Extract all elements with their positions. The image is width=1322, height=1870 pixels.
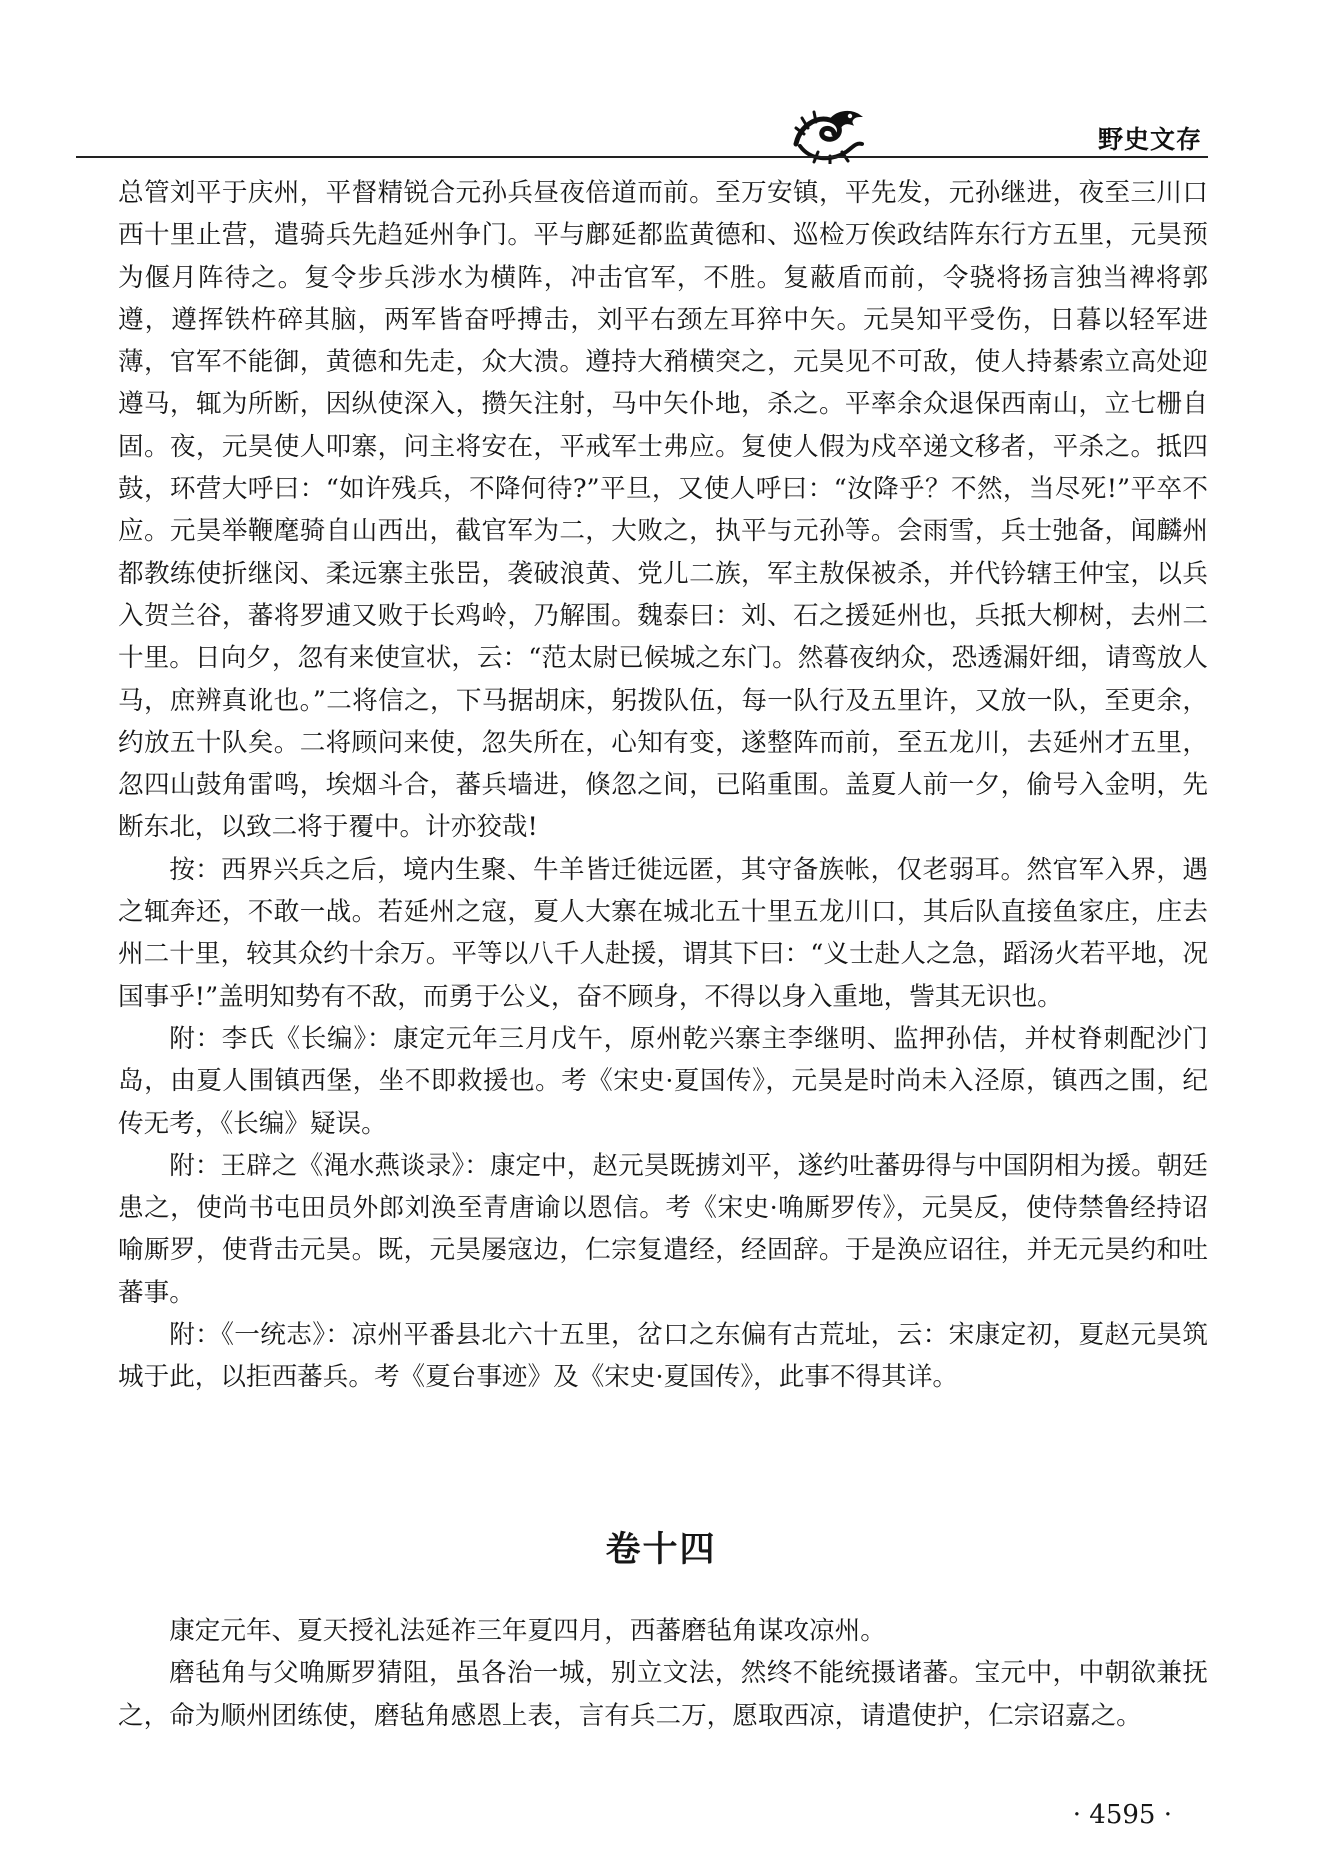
paragraph: 磨毡角与父唃厮罗猜阻，虽各治一城，别立文法，然终不能统摄诸蕃。宝元中，中朝欲兼抚之，命为顺州团练使，磨毡角感恩上表，言有兵二万，愿取西凉，请遣使护，仁宗诏嘉之。 [118, 1658, 1208, 1731]
paragraph: 按：西界兴兵之后，境内生聚、牛羊皆迁徙远匿，其守备族帐，仅老弱耳。然官军入界，遇之辄奔还，不敢一战。若延州之寇，夏人大寨在城北五十里五龙川口，其后队直接鱼家庄，庄去州二十里，较其众约十余万。平等以八千人赴援，谓其下曰：“义士赴人之急，蹈汤火若平地，况国事乎!”盖明知势有不敌，而勇于公义，奋不顾身，不得以身入重地，訾其无识也。 [118, 854, 1208, 1012]
paragraph: 总管刘平于庆州，平督精锐合元孙兵昼夜倍道而前。至万安镇，平先发，元孙继进，夜至三川口西十里止营，遣骑兵先趋延州争门。平与鄜延都监黄德和、巡检万俟政结阵东行方五里，元昊预为偃月阵待之。复令步兵涉水为横阵，冲击官军，不胜。复蔽盾而前，令骁将扬言独当裨将郭遵，遵挥铁杵碎其脑，两军皆奋呼搏击，刘平右颈左耳猝中矢。元昊知平受伤，日暮以轻军进薄，官军不能御，黄德和先走，众大溃。遵持大矟横突之，元昊见不可敌，使人持綦索立高处迎遵马，辄为所断，因纵使深入，攒矢注射，马中矢仆地，杀之。平率余众退保西南山，立七栅自固。夜，元昊使人叩寨，问主将安在，平戒军士弗应。复使人假为戍卒递文移者，平杀之。抵四鼓，环营大呼曰：“如许残兵，不降何待?”平旦，又使人呼曰：“汝降乎？不然，当尽死!”平卒不应。元昊举鞭麾骑自山西出，截官军为二，大败之，执平与元孙等。会雨雪，兵士弛备，闻麟州都教练使折继闵、柔远寨主张岊，袭破浪黄、党儿二族，军主敖保被杀，并代钤辖王仲宝，以兵入贺兰谷，蕃将罗逋又败于长鸡岭，乃解围。魏泰曰：刘、石之援延州也，兵抵大柳树，去州二十里。日向夕，忽有来使宣状，云：“范太尉已候城之东门。然暮夜纳众，恐透漏奸细，请鸾放人马，庶辨真讹也。”二将信之，下马据胡床，躬拨队伍，每一队行及五里许，又放一队，至更余，约放五十队矣。二将顾问来使，忽失所在，心知有变，遂整阵而前，至五龙川，去延州才五里，忽四山鼓角雷鸣，埃烟斗合，蕃兵墙进，倏忽之间，已陷重围。盖夏人前一夕，偷号入金明，先断东北，以致二将于覆中。计亦狡哉! [118, 178, 1208, 843]
chapter-title: 卷十四 [605, 1530, 717, 1570]
paragraph: 附：《一统志》：凉州平番县北六十五里，岔口之东偏有古荒址，云：宋康定初，夏赵元昊筑城于此，以拒西蕃兵。考《夏台事迹》及《宋史·夏国传》，此事不得其详。 [118, 1320, 1208, 1393]
page-number: · 4595 · [1072, 1800, 1172, 1830]
paragraph: 附：王辟之《渑水燕谈录》：康定中，赵元昊既掳刘平，遂约吐蕃毋得与中国阴相为援。朝廷患之，使尚书屯田员外郎刘涣至青唐谕以恩信。考《宋史·唃厮罗传》，元昊反，使侍禁鲁经持诏喻厮罗，使背击元昊。既，元昊屡寇边，仁宗复遣经，经固辞。于是涣应诏往，并无元昊约和吐蕃事。 [118, 1150, 1208, 1308]
paragraph: 康定元年、夏天授礼法延祚三年夏四月，西蕃磨毡角谋攻凉州。 [169, 1616, 886, 1646]
dragon-icon [790, 104, 868, 164]
paragraph: 附：李氏《长编》：康定元年三月戊午，原州乾兴寨主李继明、监押孙佶，并杖脊刺配沙门岛，由夏人围镇西堡，坐不即救援也。考《宋史·夏国传》，元昊是时尚未入泾原，镇西之围，纪传无考，《长编》疑误。 [118, 1023, 1208, 1139]
text-block-bottom [118, 1610, 1208, 1737]
series-title: 野史文存 [1097, 125, 1202, 154]
header-rule [76, 156, 1208, 158]
page-header [790, 104, 1210, 170]
text-block-top [118, 172, 1208, 1399]
